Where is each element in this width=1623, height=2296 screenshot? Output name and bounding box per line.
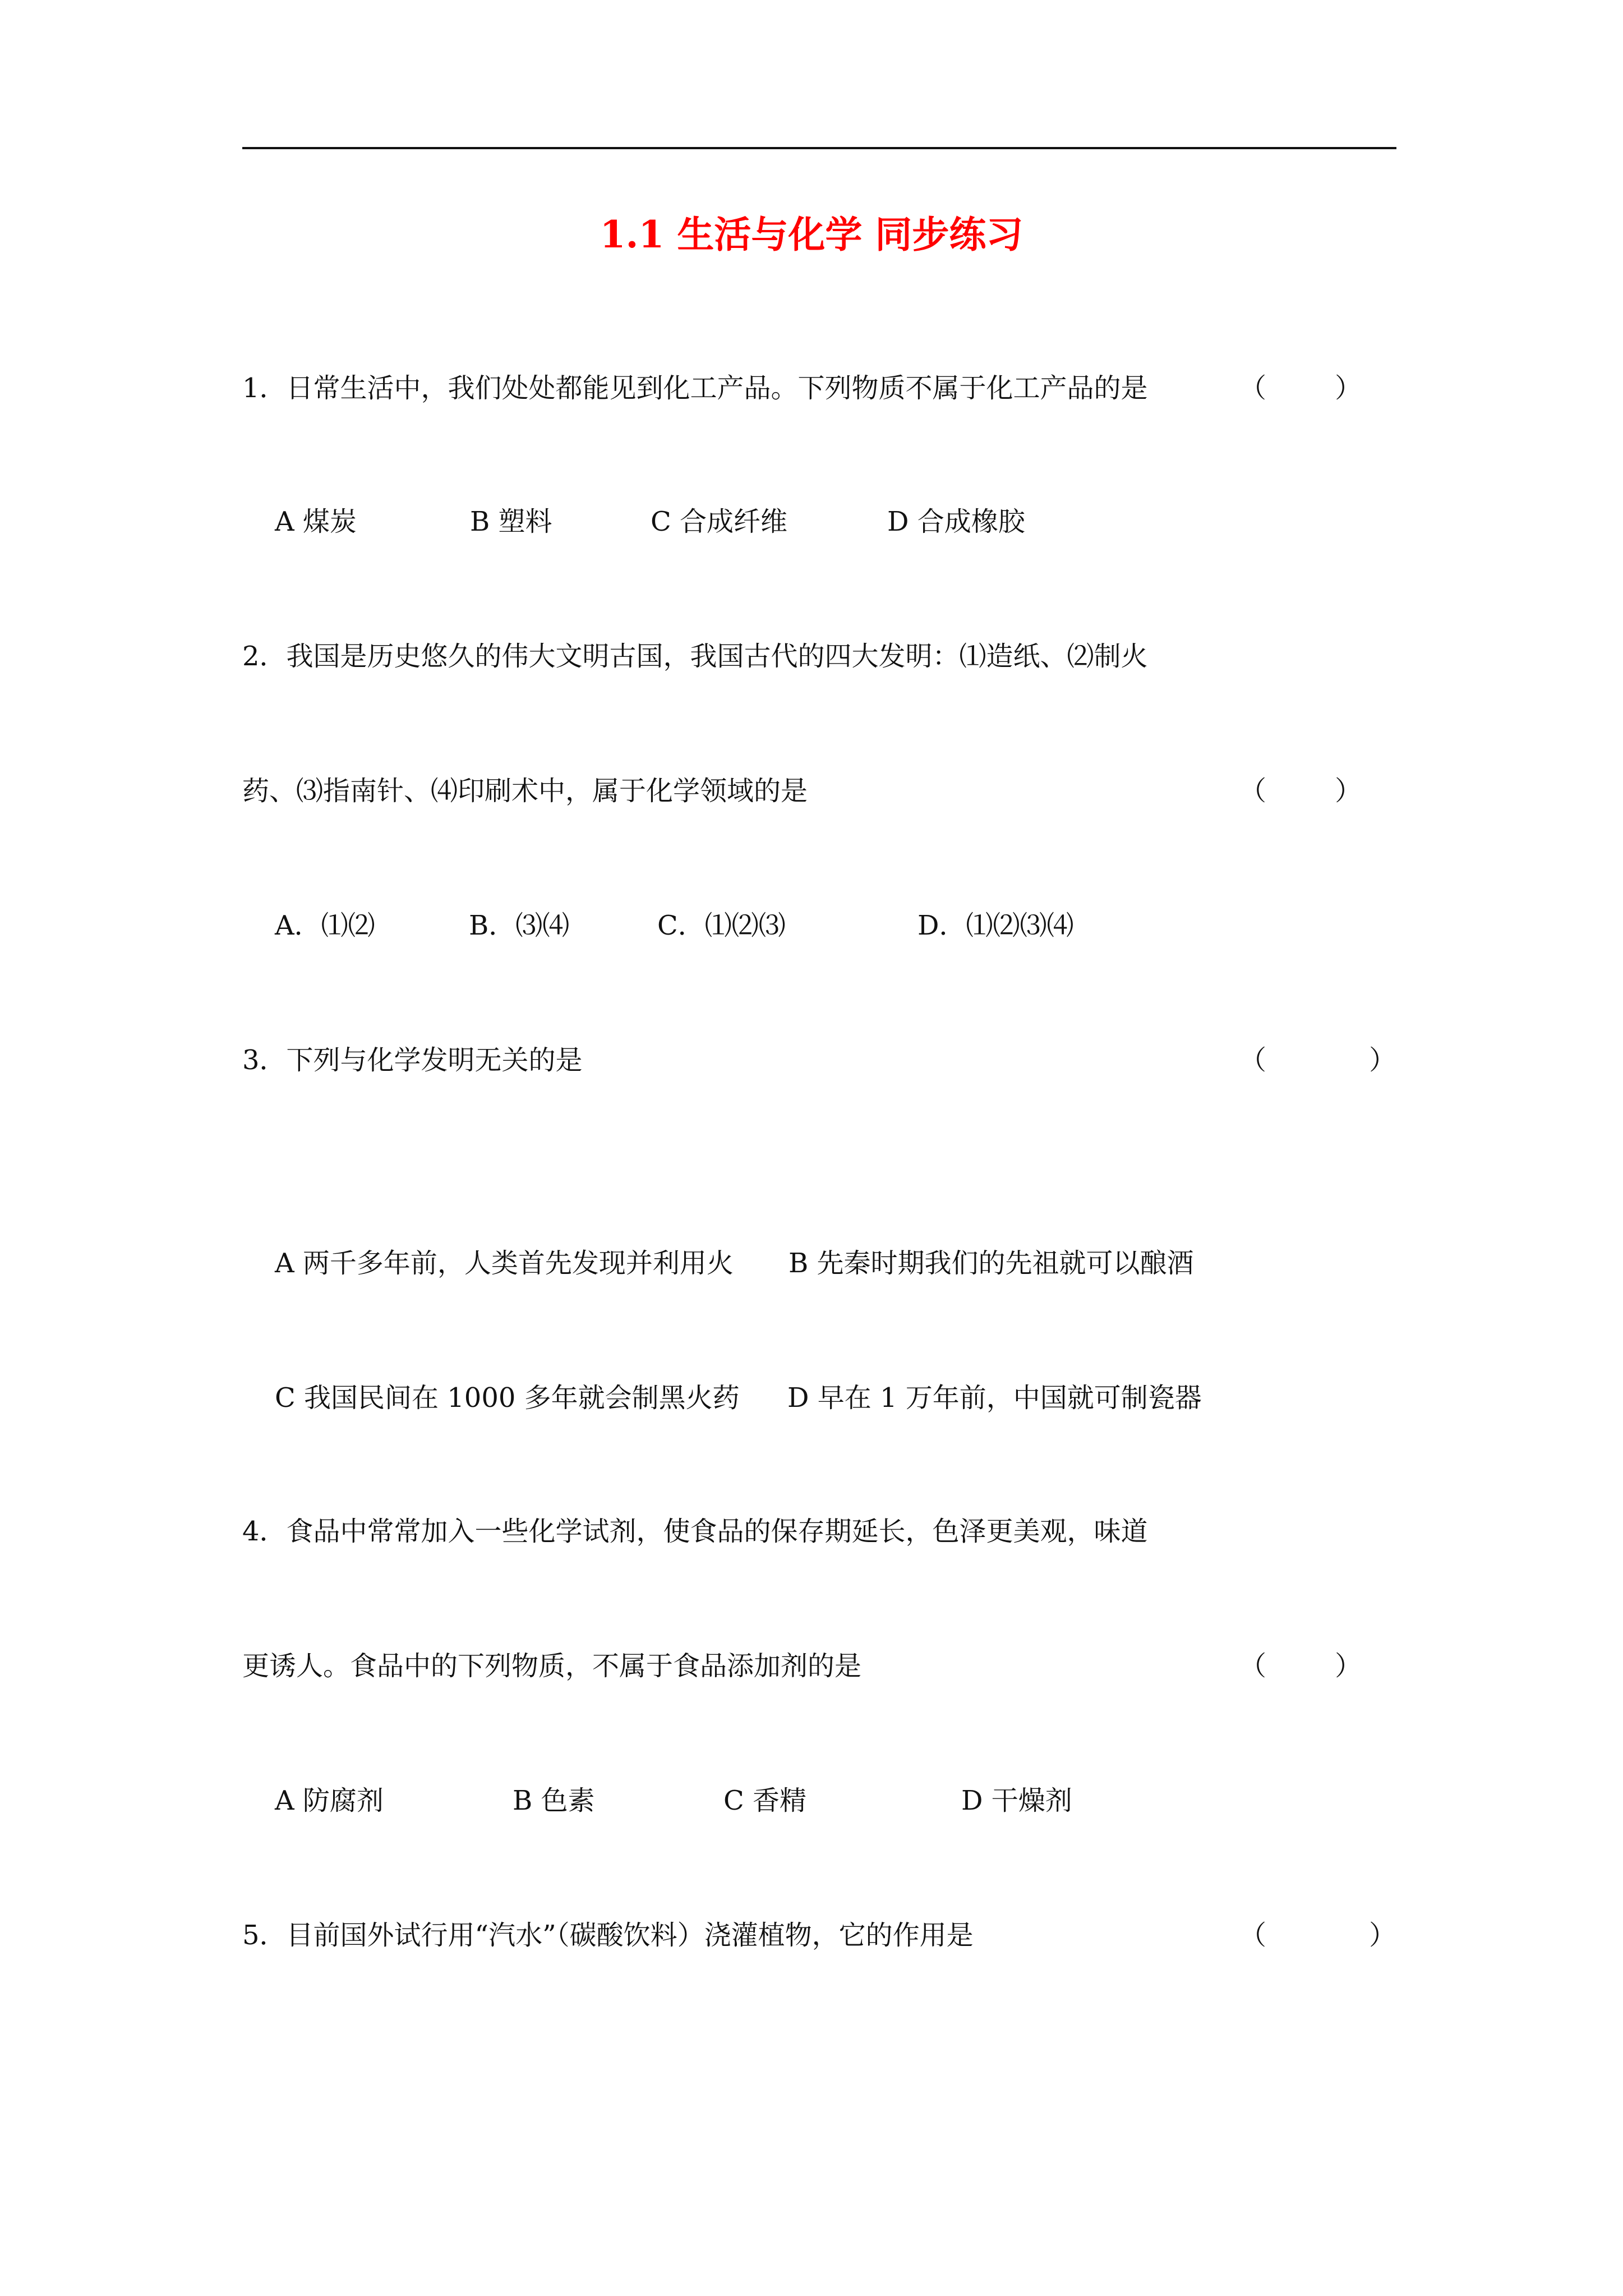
question-3-option-c: C 我国民间在 1000 多年就会制黑火药 (275, 1382, 740, 1414)
question-3-text: 3．下列与化学发明无关的是 (242, 1045, 583, 1076)
question-5-text: 5．目前国外试行用“汽水”（碳酸饮料）浇灌植物，它的作用是 (242, 1920, 974, 1951)
question-3-answer-blank: （ ） (1239, 1045, 1396, 1076)
question-1-option-b: B 塑料 (470, 506, 552, 537)
question-2-option-b: B．⑶⑷ (469, 910, 570, 941)
question-2-option-a: A．⑴⑵ (275, 910, 375, 941)
question-4-answer-blank: （ ） (1239, 1650, 1362, 1682)
question-4-option-b: B 色素 (513, 1785, 595, 1816)
question-4-text-line-1: 4．食品中常常加入一些化学试剂，使食品的保存期延长，色泽更美观，味道 (242, 1516, 1148, 1547)
question-5-answer-blank: （ ） (1239, 1920, 1396, 1951)
question-2-option-c: C．⑴⑵⑶ (657, 910, 786, 941)
question-3-option-d: D 早在 1 万年前，中国就可制瓷器 (787, 1382, 1202, 1414)
question-1-option-c: C 合成纤维 (651, 506, 787, 537)
question-1-option-d: D 合成橡胶 (887, 506, 1025, 537)
page-title: 1.1 生活与化学 同步练习 (600, 213, 1023, 256)
question-4-option-a: A 防腐剂 (275, 1785, 384, 1816)
question-4-text-line-2: 更诱人。食品中的下列物质，不属于食品添加剂的是 (242, 1650, 862, 1682)
header-rule (242, 147, 1396, 149)
question-1-answer-blank: （ ） (1239, 372, 1362, 404)
question-1-text: 1．日常生活中，我们处处都能见到化工产品。下列物质不属于化工产品的是 (242, 372, 1148, 404)
question-1-option-a: A 煤炭 (275, 506, 357, 537)
question-4-option-d: D 干燥剂 (961, 1785, 1072, 1816)
question-2-text-line-2: 药、⑶指南针、⑷印刷术中，属于化学领域的是 (242, 775, 808, 807)
question-4-option-c: C 香精 (723, 1785, 806, 1816)
question-2-text-line-1: 2．我国是历史悠久的伟大文明古国，我国古代的四大发明：⑴造纸、⑵制火 (242, 641, 1148, 672)
question-2-option-d: D．⑴⑵⑶⑷ (917, 910, 1074, 941)
question-3-option-b: B 先秦时期我们的先祖就可以酿酒 (789, 1248, 1194, 1279)
question-3-option-a: A 两千多年前，人类首先发现并利用火 (275, 1248, 734, 1279)
question-2-answer-blank: （ ） (1239, 775, 1362, 807)
